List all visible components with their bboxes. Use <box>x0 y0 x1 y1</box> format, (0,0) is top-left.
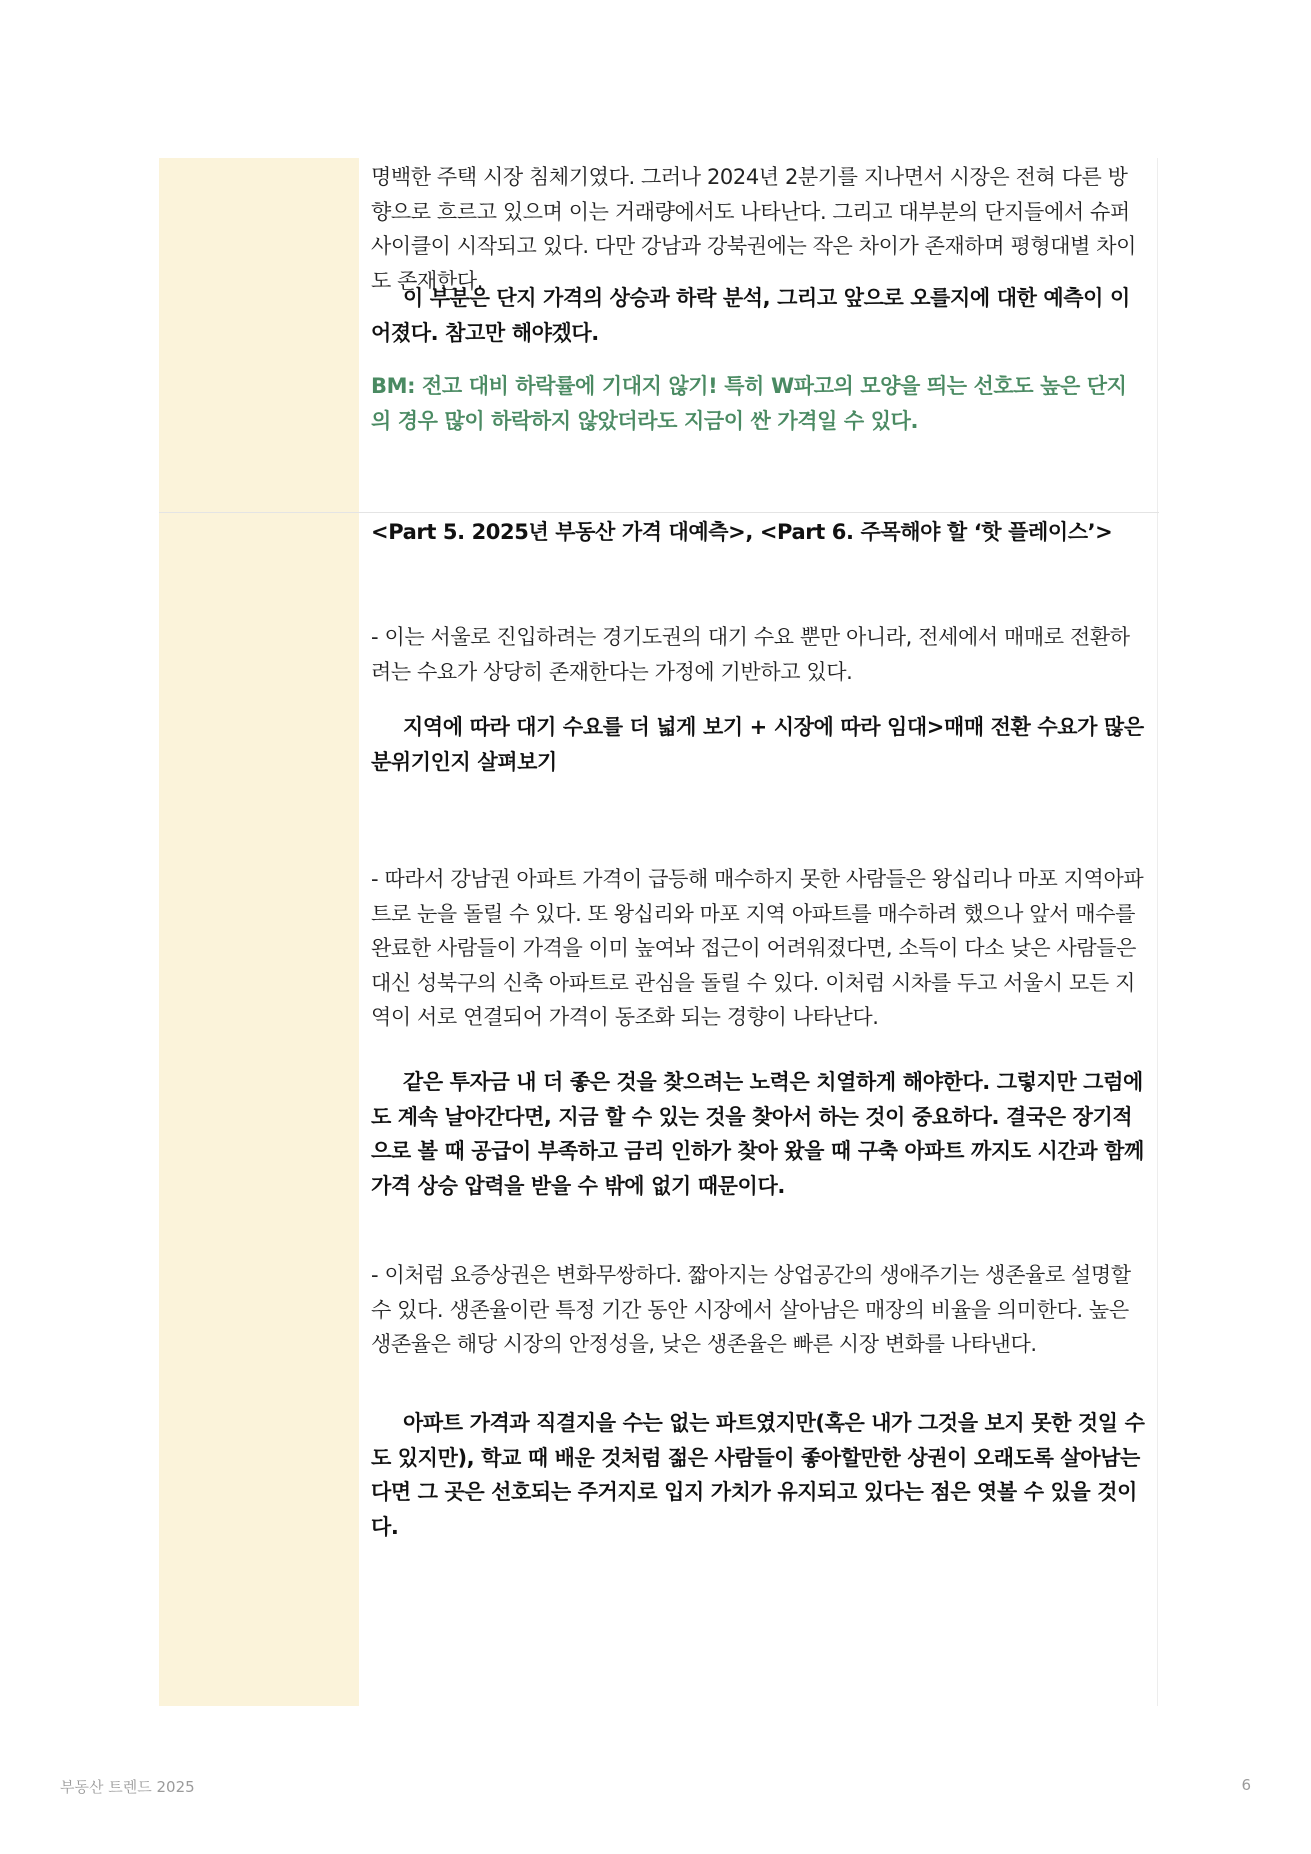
cell-content <box>371 158 1146 512</box>
footer-title: 부동산 트렌드 2025 <box>60 1778 195 1796</box>
page-number: 6 <box>1241 1776 1251 1794</box>
table-row <box>159 158 1159 513</box>
cell-content <box>371 513 1146 1706</box>
quote-paragraph: - 따라서 강남권 아파트 가격이 급등해 매수하지 못한 사람들은 왕십리나 마포 지역아파트로 눈을 돌릴 수 있다. 또 왕십리와 마포 지역 아파트를 매수하려 했으나 앞서 매수를 완료한 사람들이 가격을 이미 높여놔 접근이 어려워졌다면, 소득이 다소 낮은 사람들은 대신 성북구의 신축 아파트로 관심을 돌릴 수 있다. 이처럼 시차를 두고 서울시 모든 지역이 서로 연결되어 가격이 동조화 되는 경향이 나타난다. <box>371 867 1144 1029</box>
section-heading: <Part 5. 2025년 부동산 가격 대예측>, <Part 6. 주목해야 할 ‘핫 플레이스’> <box>371 520 1113 544</box>
bm-note: BM: 전고 대비 하락률에 기대지 않기! 특히 W파고의 모양을 띄는 선호도 높은 단지의 경우 많이 하락하지 않았더라도 지금이 싼 가격일 수 있다. <box>371 374 1127 433</box>
left-column-cell <box>159 513 359 1706</box>
notes-table <box>159 158 1159 1706</box>
reflection-paragraph: 같은 투자금 내 더 좋은 것을 찾으려는 노력은 치열하게 해야한다. 그렇지만 그럼에도 계속 날아간다면, 지금 할 수 있는 것을 찾아서 하는 것이 중요하다. 결국은 장기적으로 볼 때 공급이 부족하고 금리 인하가 찾아 왔을 때 구축 아파트 까지도 시간과 함께 가격 상승 압력을 받을 수 밖에 없기 때문이다. <box>371 1070 1144 1198</box>
reflection-paragraph: 지역에 따라 대기 수요를 더 넓게 보기 + 시장에 따라 임대>매매 전환 수요가 많은 분위기인지 살펴보기 <box>371 715 1144 774</box>
left-column-cell <box>159 158 359 512</box>
table-row <box>159 513 1159 1706</box>
reflection-paragraph: 이 부분은 단지 가격의 상승과 하락 분석, 그리고 앞으로 오를지에 대한 예측이 이어졌다. 참고만 해야겠다. <box>371 286 1130 345</box>
summary-paragraph: 명백한 주택 시장 침체기였다. 그러나 2024년 2분기를 지나면서 시장은 전혀 다른 방향으로 흐르고 있으며 이는 거래량에서도 나타난다. 그리고 대부분의 단지들에서 슈퍼사이클이 시작되고 있다. 다만 강남과 강북권에는 작은 차이가 존재하며 평형대별 차이도 존재한다. <box>371 165 1137 293</box>
quote-paragraph: - 이는 서울로 진입하려는 경기도권의 대기 수요 뿐만 아니라, 전세에서 매매로 전환하려는 수요가 상당히 존재한다는 가정에 기반하고 있다. <box>371 625 1130 684</box>
reflection-paragraph: 아파트 가격과 직결지을 수는 없는 파트였지만(혹은 내가 그것을 보지 못한 것일 수도 있지만), 학교 때 배운 것처럼 젊은 사람들이 좋아할만한 상권이 오래도록 살아남는다면 그 곳은 선호되는 주거지로 입지 가치가 유지되고 있다는 점은 엿볼 수 있을 것이다. <box>371 1411 1145 1539</box>
quote-paragraph: - 이처럼 요증상권은 변화무쌍하다. 짧아지는 상업공간의 생애주기는 생존율로 설명할 수 있다. 생존율이란 특정 기간 동안 시장에서 살아남은 매장의 비율을 의미한다. 높은 생존율은 해당 시장의 안정성을, 낮은 생존율은 빠른 시장 변화를 나타낸다. <box>371 1263 1131 1356</box>
